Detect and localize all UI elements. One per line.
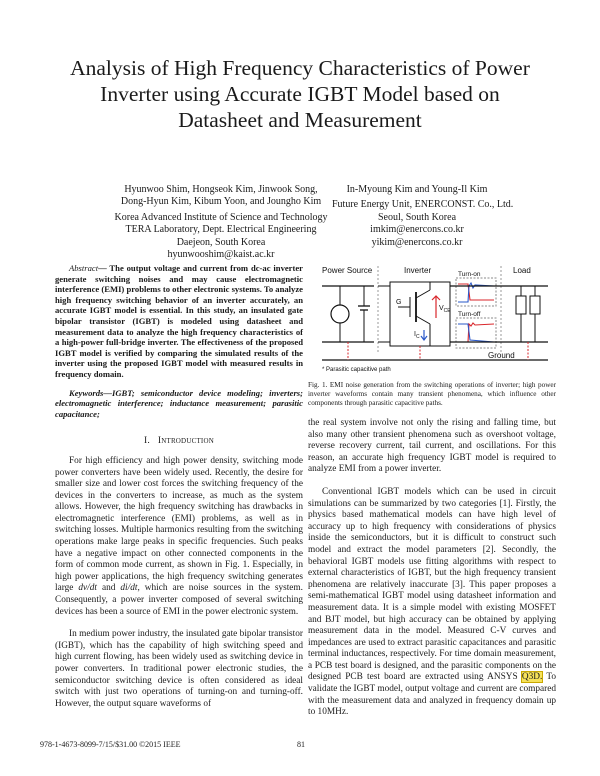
title-line: Inverter using Accurate IGBT Model based on — [100, 82, 500, 106]
right-paragraph-1: the real system involve not only the rising and falling time, but also many other transient phenomena such as overshoot voltage, reverse recovery current, tail current, and oscillations. For this reason, an accurate high frequency IGBT model is required to analyze EMI from a power inverter. — [308, 418, 556, 475]
intro-paragraph-2: In medium power industry, the insulated gate bipolar transistor (IGBT), which has the capability of high switching speed and high current flowing, has been widely used as switching device in power converters. In traditional power electronic studies, the semiconductor switching device is often considered as ideal switch with just two operations of turning-on and turning-off. However, the output square waveforms of — [55, 629, 303, 709]
figure-1-diagram — [318, 262, 550, 374]
affiliation-line: Korea Advanced Institute of Science and Technology — [114, 211, 328, 223]
paragraph-text: For high efficiency and high power density, switching mode power converters have been widely used. Recently, the desire for smaller size and lower cost forces the switching frequency of the devices in the converters to increase, as much as the system allows. However, the high frequency switching has drawbacks in electromagnetic interference (EMI) problems, as well as in switching losses. Multiple harmonics resulting from the switching operations make large peaks in specific frequencies. Such peaks have a negative impact on other connected components in the form of common mode current, as shown in Fig. 1. Especially, in high power applications, the high frequency switching generates large — [55, 455, 303, 594]
turn-off-waveform — [456, 318, 496, 348]
turn-on-waveform — [456, 278, 496, 306]
right-paragraph-2 — [308, 487, 556, 719]
parasitic-note: * Parasitic capacitive path — [322, 367, 391, 373]
author-names: In-Myoung Kim and Young-Il Kim — [346, 184, 488, 195]
ic-label: $I_C$ — [414, 331, 420, 340]
intro-paragraph-1 — [55, 456, 303, 618]
author-email[interactable]: yikim@enercons.co.kr — [371, 236, 463, 248]
power-source — [322, 286, 374, 342]
dvdt-term: dv/dt — [78, 583, 97, 594]
keywords-label: Keywords— — [69, 387, 112, 398]
title-line: Datasheet and Measurement — [178, 108, 422, 132]
author-email[interactable]: hyunwooshim@kaist.ac.kr — [167, 249, 275, 261]
left-column — [55, 263, 303, 721]
figure-caption: Fig. 1. EMI noise generation from the switching operations of inverter; high power inverter waveforms contain many transient phenomena, which influence other components through parasitic capacitive paths. — [308, 381, 556, 407]
keywords — [55, 388, 303, 420]
right-column — [308, 418, 556, 730]
ground-label: Ground — [488, 351, 515, 360]
affiliation-line: Seoul, South Korea — [377, 211, 457, 223]
author-block-right — [332, 184, 514, 249]
title-line: Analysis of High Frequency Characteristics of Power — [70, 56, 530, 80]
author-names: Hyunwoo Shim, Hongseok Kim, Jinwook Song, — [124, 184, 318, 195]
paragraph-text: , which are noise sources in the system. Consequently, a power inverter composed of several switching devices has been a source of EMI in the power electronic system. — [55, 583, 303, 617]
author-names: Dong-Hyun Kim, Kibum Yoon, and Joungho Kim — [120, 196, 322, 208]
turn-off-label: Turn-off — [458, 311, 481, 318]
section-title: Introduction — [157, 435, 214, 447]
affiliation-line: TERA Laboratory, Dept. Electrical Engineering — [125, 224, 317, 236]
section-number: I. — [144, 435, 151, 447]
didt-term: di/dt — [120, 583, 138, 594]
gate-label: G — [396, 299, 402, 306]
vce-label: $V_{CE}$ — [439, 305, 451, 314]
paragraph-text: Conventional IGBT models which can be used in circuit simulations can be summarized by two categories [1]. Firstly, the physics based mathematical models can have high level of accuracy up to high frequency with considerations of physics inside the semiconductors, but it is difficult to construct such model and extract the model parameters [2]. Secondly, the behavioral IGBT models use fitting algorithms with respect to external characteristics of IGBT, but the high frequency transient phenomena are relatively inaccurate [3]. This paper proposes a semi-mathematical IGBT model using datasheet information and measurement data. It is a simple model with existing MOSFET and BJT model, but high accuracy can be obtained by applying measurement data in the model. Measured C-V curves and impedances are used to extract parasitic capacitances and parasitic terminal inductances, respectively. For time domain measurement, a PCB test board is designed, and the parasitic components on the designed PCB test board are extracted using ANSYS — [308, 486, 556, 683]
author-block-left — [90, 184, 352, 261]
abstract-label: Abstract — [69, 263, 99, 273]
figure-1 — [318, 262, 550, 374]
paper-title — [20, 55, 580, 133]
power-source-label: Power Source — [322, 266, 373, 275]
page-number: 81 — [297, 740, 305, 749]
affiliation-line: Future Energy Unit, ENERCONST. Co., Ltd. — [332, 199, 514, 211]
abstract-text: — The output voltage and current from dc-ac inverter generate switching noises and may cause electromagnetic interference (EMI) problems to other electronic systems. To analyze high frequency switching behavior of an inverter accurately, an accurate IGBT model is essential. In this study, an insulated gate bipolar transistor (IGBT) is modeled using datasheet and measurement data to analyze the high frequency characteristics of a high-power full-bridge inverter. The effectiveness of the proposed IGBT model is verified by comparing the simulated results of the inverter using the proposed IGBT model with measured results in frequency domain. — [55, 263, 303, 379]
paragraph-text: and — [97, 583, 121, 594]
affiliation-line: Daejeon, South Korea — [176, 236, 266, 248]
keywords-text: IGBT; semiconductor device modeling; inverters; electromagnetic interference; inductance measurement; parasitic capacitance; — [55, 387, 303, 419]
section-heading — [55, 435, 303, 447]
paragraph-text: To validate the IGBT model, output voltage and current are compared with the measurement data and analyzed in frequency domain up to 10MHz. — [308, 672, 556, 718]
inverter-label: Inverter — [404, 266, 432, 275]
author-email[interactable]: imkim@enercons.co.kr — [370, 224, 464, 236]
turn-on-label: Turn-on — [458, 271, 481, 278]
footer-isbn: 978-1-4673-8099-7/15/$31.00 ©2015 IEEE — [40, 740, 181, 749]
highlighted-text[interactable]: Q3D. — [521, 672, 543, 683]
abstract — [55, 263, 303, 380]
load-label: Load — [513, 266, 531, 275]
